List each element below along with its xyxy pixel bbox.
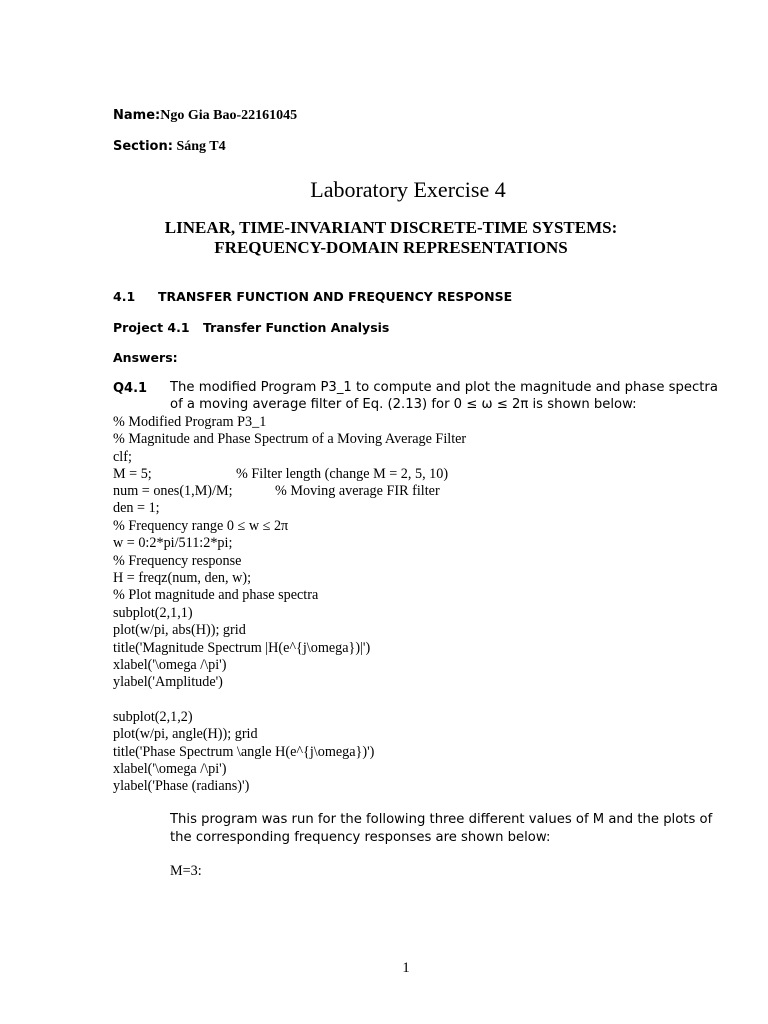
code-line: % Plot magnitude and phase spectra: [113, 587, 319, 603]
section-line: [113, 137, 226, 155]
paragraph-line-2: the corresponding frequency responses are shown below:: [170, 830, 551, 845]
code-comment: % Filter length (change M = 2, 5, 10): [236, 466, 449, 482]
name-label: Name:: [113, 108, 161, 123]
code-line: title('Phase Spectrum \angle H(e^{j\omega})'): [113, 744, 375, 760]
code-line: ylabel('Phase (radians)'): [113, 778, 250, 794]
page-number: 1: [402, 960, 410, 976]
code-line: den = 1;: [113, 500, 160, 516]
code-line: subplot(2,1,2): [113, 709, 193, 725]
name-value: Ngo Gia Bao-22161045: [160, 108, 298, 123]
code-line: xlabel('\omega /\pi'): [113, 761, 227, 777]
code-line: % Magnitude and Phase Spectrum of a Moving Average Filter: [113, 431, 467, 447]
code-line: % Frequency response: [113, 553, 242, 569]
code-comment: % Moving average FIR filter: [275, 483, 440, 499]
code-line: M = 5;: [113, 466, 152, 482]
code-line: w = 0:2*pi/511:2*pi;: [113, 535, 233, 551]
code-line: % Modified Program P3_1: [113, 414, 267, 430]
code-line: title('Magnitude Spectrum |H(e^{j\omega})|'): [113, 640, 371, 656]
section-label: Section:: [113, 139, 173, 154]
code-line: % Frequency range 0 ≤ w ≤ 2π: [113, 518, 289, 534]
code-line: num = ones(1,M)/M;: [113, 483, 233, 499]
subtitle-line-1: LINEAR, TIME-INVARIANT DISCRETE-TIME SYSTEMS:: [164, 218, 618, 237]
paragraph-line-1: This program was run for the following three different values of M and the plots of: [170, 812, 713, 827]
section-value: Sáng T4: [172, 139, 226, 154]
m-value-label: M=3:: [170, 863, 202, 879]
project-title: Transfer Function Analysis: [203, 320, 390, 335]
section-number: 4.1: [113, 289, 136, 304]
section-title: TRANSFER FUNCTION AND FREQUENCY RESPONSE: [158, 289, 513, 304]
code-line: subplot(2,1,1): [113, 605, 193, 621]
student-name-line: [113, 106, 297, 124]
project-number: Project 4.1: [113, 320, 190, 335]
question-label: Q4.1: [113, 381, 148, 396]
code-line: plot(w/pi, angle(H)); grid: [113, 726, 258, 742]
code-line: xlabel('\omega /\pi'): [113, 657, 227, 673]
page-title: Laboratory Exercise 4: [310, 177, 506, 202]
code-line: clf;: [113, 449, 132, 465]
code-line: H = freqz(num, den, w);: [113, 570, 252, 586]
code-line: plot(w/pi, abs(H)); grid: [113, 622, 246, 638]
question-line-1: The modified Program P3_1 to compute and plot the magnitude and phase spectra: [170, 380, 718, 395]
code-line: ylabel('Amplitude'): [113, 674, 223, 690]
question-line-2: of a moving average filter of Eq. (2.13) for 0 ≤ ω ≤ 2π is shown below:: [170, 397, 637, 412]
subtitle-line-2: FREQUENCY-DOMAIN REPRESENTATIONS: [214, 238, 568, 257]
answers-label: Answers:: [113, 350, 178, 365]
